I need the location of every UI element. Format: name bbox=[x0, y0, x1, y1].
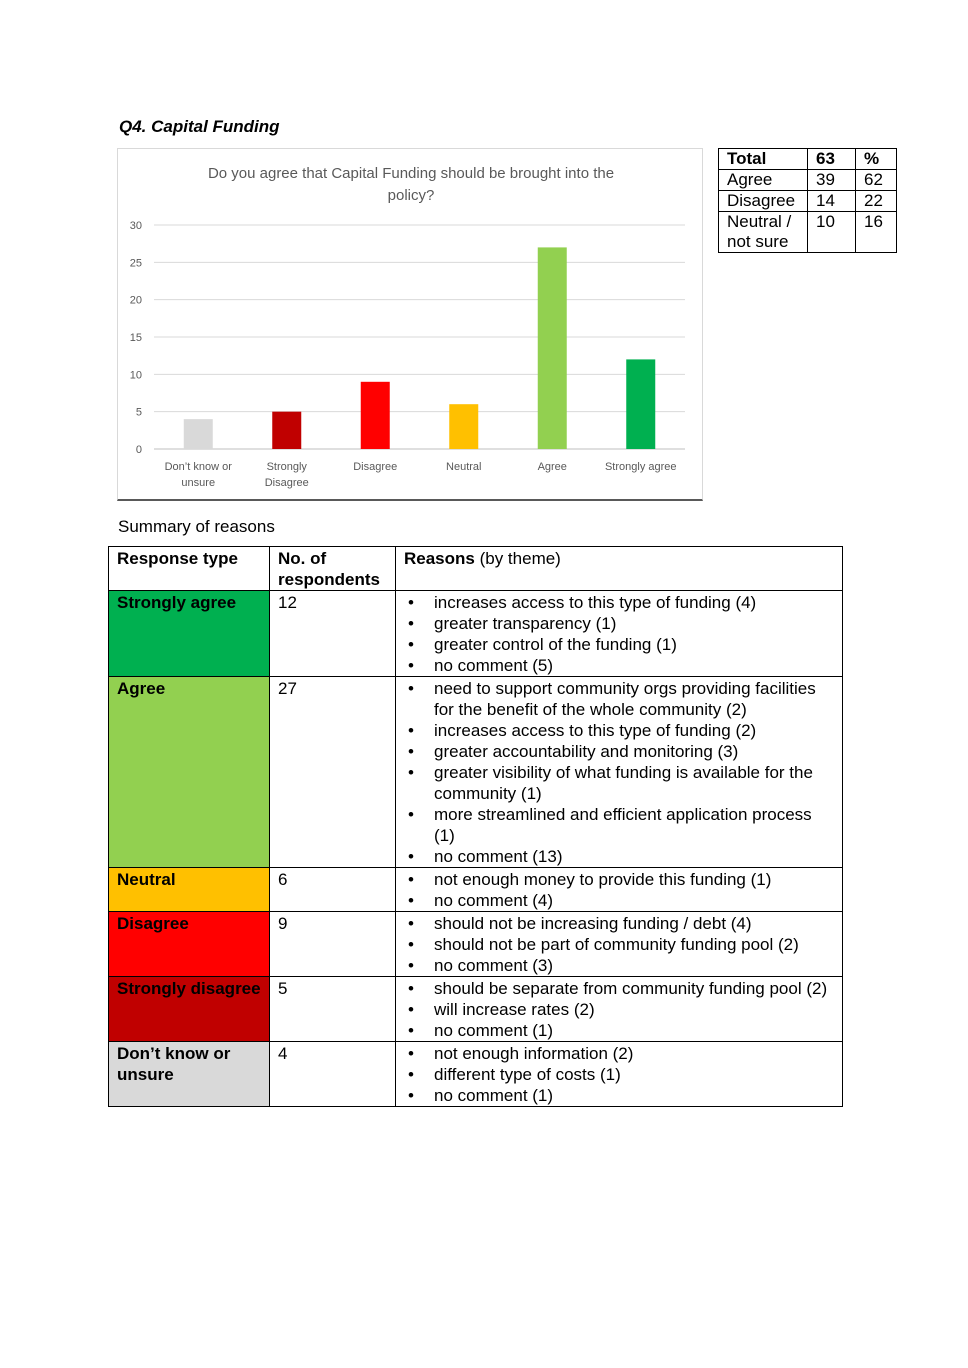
response-type-cell: Strongly disagree bbox=[109, 977, 270, 1042]
respondents-count-cell: 9 bbox=[270, 912, 396, 977]
reasons-row bbox=[109, 1042, 843, 1107]
reasons-list bbox=[404, 978, 834, 1041]
reason-item: • no comment (4) bbox=[404, 890, 834, 911]
header-respondents-line2: respondents bbox=[278, 570, 381, 589]
reason-item: • should be separate from community funding pool (2) bbox=[404, 978, 834, 999]
y-tick-label: 15 bbox=[129, 332, 142, 344]
respondents-count-cell: 5 bbox=[270, 977, 396, 1042]
reasons-table bbox=[108, 546, 843, 1107]
bar-chart-svg bbox=[118, 149, 704, 502]
reasons-list bbox=[404, 869, 834, 911]
x-tick-label: unsure bbox=[181, 477, 216, 489]
totals-header-label: Total bbox=[719, 149, 808, 170]
totals-row-neutral bbox=[719, 212, 897, 253]
totals-header-count: 63 bbox=[808, 149, 856, 170]
totals-row-agree bbox=[719, 170, 897, 191]
respondents-count-cell: 27 bbox=[270, 677, 396, 868]
response-type-cell: Neutral bbox=[109, 868, 270, 912]
totals-cell-count: 10 bbox=[808, 212, 856, 253]
reason-item: • more streamlined and efficient application process (1) bbox=[404, 804, 834, 846]
reasons-table-body bbox=[109, 547, 843, 1107]
totals-table bbox=[718, 148, 897, 253]
header-response-type: Response type bbox=[109, 547, 270, 591]
header-respondents bbox=[270, 547, 396, 591]
reason-item: • different type of costs (1) bbox=[404, 1064, 834, 1085]
reasons-row bbox=[109, 977, 843, 1042]
totals-row-disagree bbox=[719, 191, 897, 212]
y-tick-label: 10 bbox=[129, 369, 142, 382]
response-type-cell: Strongly agree bbox=[109, 591, 270, 677]
totals-header-percent: % bbox=[856, 149, 897, 170]
reasons-cell bbox=[396, 677, 843, 868]
reason-item: • no comment (1) bbox=[404, 1085, 834, 1106]
reason-item: • greater accountability and monitoring (3) bbox=[404, 741, 834, 762]
reasons-row bbox=[109, 591, 843, 677]
reasons-list bbox=[404, 913, 834, 976]
totals-neutral-line1: Neutral / bbox=[727, 212, 792, 231]
totals-cell-label: Disagree bbox=[719, 191, 808, 212]
respondents-count-cell: 6 bbox=[270, 868, 396, 912]
reasons-cell bbox=[396, 1042, 843, 1107]
totals-cell-percent: 22 bbox=[856, 191, 897, 212]
reasons-list bbox=[404, 592, 834, 676]
bar bbox=[361, 382, 390, 449]
header-reasons bbox=[396, 547, 843, 591]
response-type-cell: Disagree bbox=[109, 912, 270, 977]
reason-item: • not enough information (2) bbox=[404, 1043, 834, 1064]
reason-item: • no comment (1) bbox=[404, 1020, 834, 1041]
totals-cell-percent: 62 bbox=[856, 170, 897, 191]
bar bbox=[626, 359, 655, 449]
bar-chart bbox=[117, 148, 703, 501]
y-tick-label: 30 bbox=[129, 220, 142, 232]
reason-item: • should not be increasing funding / debt (4) bbox=[404, 913, 834, 934]
reasons-row bbox=[109, 868, 843, 912]
reason-item: • increases access to this type of funding (4) bbox=[404, 592, 834, 613]
y-tick-label: 5 bbox=[135, 406, 142, 419]
totals-cell-label bbox=[719, 212, 808, 253]
totals-cell-count: 39 bbox=[808, 170, 856, 191]
totals-cell-count: 14 bbox=[808, 191, 856, 212]
chart-title: Do you agree that Capital Funding should be brought into the bbox=[207, 165, 615, 182]
reasons-list bbox=[404, 1043, 834, 1106]
reason-item: • greater transparency (1) bbox=[404, 613, 834, 634]
bar bbox=[449, 404, 478, 449]
reason-item: • need to support community orgs providing facilities for the benefit of the whole community (2) bbox=[404, 678, 834, 720]
header-reasons-bold: Reasons bbox=[404, 549, 475, 568]
reason-item: • no comment (13) bbox=[404, 846, 834, 867]
summary-label: Summary of reasons bbox=[118, 517, 275, 536]
x-tick-label: Strongly bbox=[266, 461, 307, 473]
y-tick-label: 25 bbox=[129, 257, 142, 270]
reason-item: • should not be part of community funding pool (2) bbox=[404, 934, 834, 955]
reason-item: • will increase rates (2) bbox=[404, 999, 834, 1020]
x-tick-label: Disagree bbox=[353, 461, 398, 473]
bar bbox=[272, 412, 301, 449]
respondents-count-cell: 12 bbox=[270, 591, 396, 677]
totals-cell-label: Agree bbox=[719, 170, 808, 191]
header-reasons-rest: (by theme) bbox=[474, 549, 561, 568]
reasons-header-row bbox=[109, 547, 843, 591]
respondents-count-cell: 4 bbox=[270, 1042, 396, 1107]
reasons-cell bbox=[396, 912, 843, 977]
response-type-cell: Agree bbox=[109, 677, 270, 868]
response-type-cell: Don’t know or unsure bbox=[109, 1042, 270, 1107]
totals-neutral-line2: not sure bbox=[727, 232, 789, 251]
totals-cell-percent: 16 bbox=[856, 212, 897, 253]
y-tick-label: 0 bbox=[135, 444, 142, 456]
reason-item: • greater control of the funding (1) bbox=[404, 634, 834, 655]
reasons-list bbox=[404, 678, 834, 867]
reason-item: • no comment (5) bbox=[404, 655, 834, 676]
x-tick-label: Agree bbox=[537, 461, 567, 473]
x-tick-label: Neutral bbox=[446, 461, 482, 473]
reason-item: • no comment (3) bbox=[404, 955, 834, 976]
reason-item: • increases access to this type of funding (2) bbox=[404, 720, 834, 741]
x-tick-label: Strongly agree bbox=[604, 461, 677, 473]
reasons-cell bbox=[396, 977, 843, 1042]
x-tick-label: Don’t know or bbox=[164, 461, 232, 473]
totals-header-row bbox=[719, 149, 897, 170]
reason-item: • greater visibility of what funding is available for the community (1) bbox=[404, 762, 834, 804]
reasons-row bbox=[109, 677, 843, 868]
x-tick-label: Disagree bbox=[264, 477, 309, 489]
y-tick-label: 20 bbox=[129, 294, 142, 307]
reasons-cell bbox=[396, 868, 843, 912]
bar bbox=[538, 247, 567, 449]
reason-item: • not enough money to provide this funding (1) bbox=[404, 869, 834, 890]
reasons-cell bbox=[396, 591, 843, 677]
reasons-row bbox=[109, 912, 843, 977]
chart-title: policy? bbox=[387, 187, 435, 204]
bar bbox=[184, 419, 213, 449]
question-title: Q4. Capital Funding bbox=[119, 117, 280, 136]
header-respondents-line1: No. of bbox=[278, 549, 327, 568]
